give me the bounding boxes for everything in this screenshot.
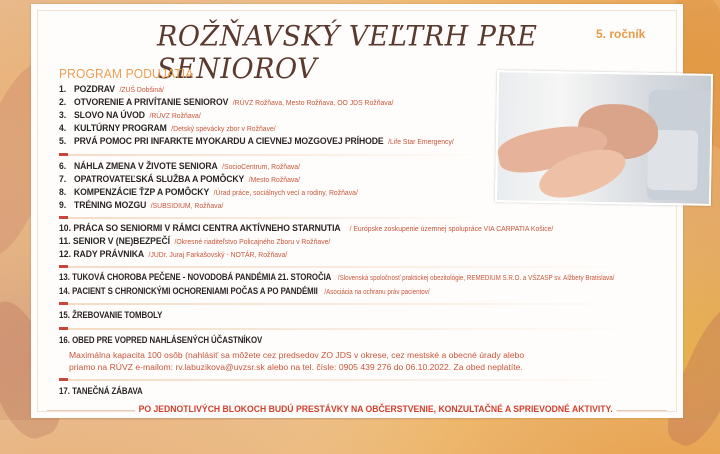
program-item: 5. PRVÁ POMOC PRI INFARKTE MYOKARDU A CIEVNEJ MOZGOVEJ PRÍHODE /Life Star Emergency/	[59, 136, 454, 147]
program-item: 4. KULTÚRNY PROGRAM /Detský spevácky zbor v Rožňave/	[59, 123, 276, 134]
lunch-note: priamo na RÚVZ e-mailom: rv.labuzikova@uvzsr.sk alebo na tel. čísle: 0905 439 276 do 06.10.2022. Za obed neplatíte.	[69, 362, 523, 372]
flyer-card	[31, 4, 683, 418]
program-item: 13. TUKOVÁ CHOROBA PEČENE - NOVODOBÁ PANDÉMIA 21. STOROČIA /Slovenská spoločnosť praktickej obezitológie, REMEDIUM S.R.O. a VŠZASP sv. Alžbety Bratislava/	[59, 272, 615, 283]
holding-hands-photo	[495, 70, 713, 206]
program-item: 2. OTVORENIE A PRIVÍTANIE SENIOROV /RÚVZ Rožňava, Mesto Rožňava, OO JDS Rožňava/	[59, 97, 394, 108]
program-item: 7. OPATROVATEĽSKÁ SLUŽBA A POMÔCKY /Mesto Rožňava/	[59, 174, 301, 185]
section-divider	[59, 328, 649, 330]
program-heading: PROGRAM PODUJATIA	[59, 66, 194, 81]
program-item: 3. SLOVO NA ÚVOD /RÚVZ Rožňava/	[59, 110, 201, 121]
divider-mark	[59, 265, 68, 268]
divider-mark	[59, 378, 68, 381]
footer-note: PO JEDNOTLIVÝCH BLOKOCH BUDÚ PRESTÁVKY NA OBČERSTVENIE, KONZULTAČNÉ A SPRIEVODNÉ AKTIVITY.	[135, 404, 616, 415]
section-divider	[59, 379, 649, 381]
program-item: 15. ŽREBOVANIE TOMBOLY	[59, 310, 163, 321]
program-item: 16. OBED PRE VOPRED NAHLÁSENÝCH ÚČASTNÍKOV	[59, 335, 263, 346]
program-item: 10. PRÁCA SO SENIORMI V RÁMCI CENTRA AKTÍVNEHO STARNUTIA / Európske zoskupenie územnej spolupráce VIA CARPATIA Košice/	[59, 223, 554, 234]
lunch-note: Maximálna kapacita 100 osôb (nahlásiť sa môžete cez predsedov ZO JDS v okrese, cez mestské a obecné úrady alebo	[69, 350, 525, 360]
program-item: 12. RADY PRÁVNIKA /JUDr. Juraj Farkašovský - NOTÁR, Rožňava/	[59, 249, 288, 260]
program-item: 11. SENIOR V (NE)BEZPEČÍ /Okresné riaditeľstvo Policajného Zboru v Rožňave/	[59, 236, 331, 247]
divider-mark	[59, 153, 68, 156]
program-item: 8. KOMPENZÁCIE ŤZP A POMÔCKY /Úrad práce, sociálnych vecí a rodiny, Rožňava/	[59, 187, 358, 198]
program-item: 1. POZDRAV /ZUŠ Dobšiná/	[59, 84, 164, 95]
section-divider	[59, 154, 499, 156]
divider-mark	[59, 216, 68, 219]
section-divider	[59, 303, 649, 305]
divider-mark	[59, 327, 68, 330]
program-item: 9. TRÉNING MOZGU /SUBSIDIUM, Rožňava/	[59, 200, 224, 211]
program-item: 14. PACIENT S CHRONICKÝMI OCHORENIAMI POČAS A PO PANDÉMII /Asociácia na ochranu práv pacientov/	[59, 286, 430, 297]
event-title: ROŽŇAVSKÝ VEĽTRH PRE SENIOROV	[157, 20, 538, 86]
program-item: 6. NÁHLA ZMENA V ŽIVOTE SENIORA /SocioCentrum, Rožňava/	[59, 161, 301, 172]
section-divider	[59, 217, 499, 219]
program-item: 17. TANEČNÁ ZÁBAVA	[59, 386, 143, 397]
divider-mark	[59, 302, 68, 305]
section-divider	[59, 266, 649, 268]
edition-label: 5. ročník	[596, 27, 646, 41]
